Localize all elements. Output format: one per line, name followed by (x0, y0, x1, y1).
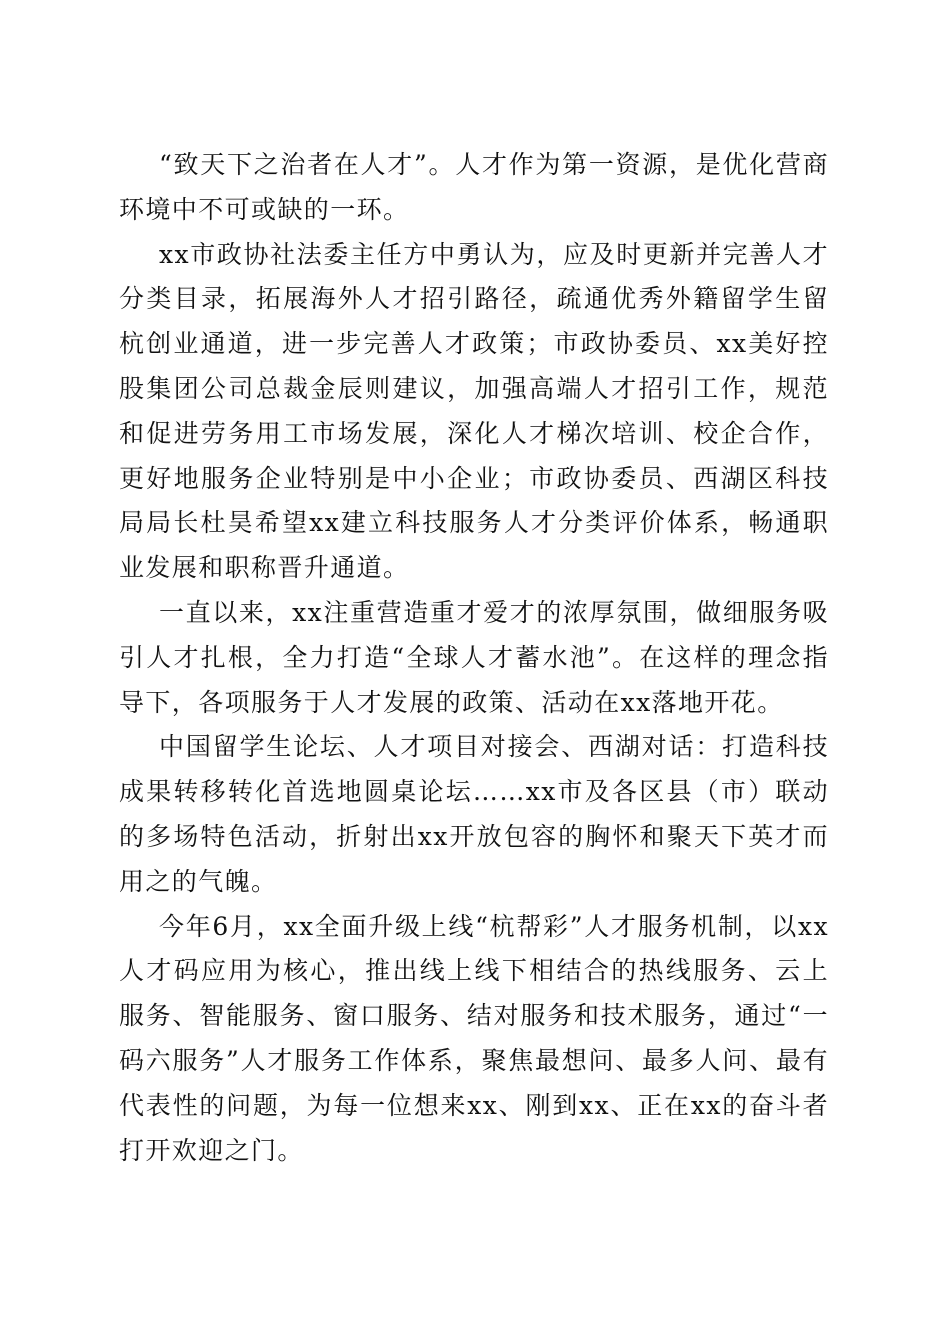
paragraph-service-mechanism: 今年6月，xx全面升级上线“杭帮彩”人才服务机制，以xx人才码应用为核心，推出线上线下相结合的热线服务、云上服务、智能服务、窗口服务、结对服务和技术服务，通过“一码六服务”人才服务工作体系，聚焦最想问、最多人问、最有代表性的问题，为每一位想来xx、刚到xx、正在xx的奋斗者打开欢迎之门。 (119, 911, 829, 1165)
paragraph-cppcc-suggestions: xx市政协社法委主任方中勇认为，应及时更新并完善人才分类目录，拓展海外人才招引路径，疏通优秀外籍留学生留杭创业通道，进一步完善人才政策；市政协委员、xx美好控股集团公司总裁金辰则建议，加强高端人才招引工作，规范和促进劳务用工市场发展，深化人才梯次培训、校企合作，更好地服务企业特别是中小企业；市政协委员、西湖区科技局局长杜昊希望xx建立科技服务人才分类评价体系，畅通职业发展和职称晋升通道。 (119, 239, 829, 583)
paragraph-featured-activities: 中国留学生论坛、人才项目对接会、西湖对话：打造科技成果转移转化首选地圆桌论坛……xx市及各区县（市）联动的多场特色活动，折射出xx开放包容的胸怀和聚天下英才而用之的气魄。 (119, 732, 829, 896)
paragraph-talent-resource: “致天下之治者在人才”。人才作为第一资源，是优化营商环境中不可或缺的一环。 (119, 150, 829, 224)
paragraph-talent-atmosphere: 一直以来，xx注重营造重才爱才的浓厚氛围，做细服务吸引人才扎根，全力打造“全球人才蓄水池”。在这样的理念指导下，各项服务于人才发展的政策、活动在xx落地开花。 (119, 597, 829, 717)
document-body (119, 143, 829, 1173)
